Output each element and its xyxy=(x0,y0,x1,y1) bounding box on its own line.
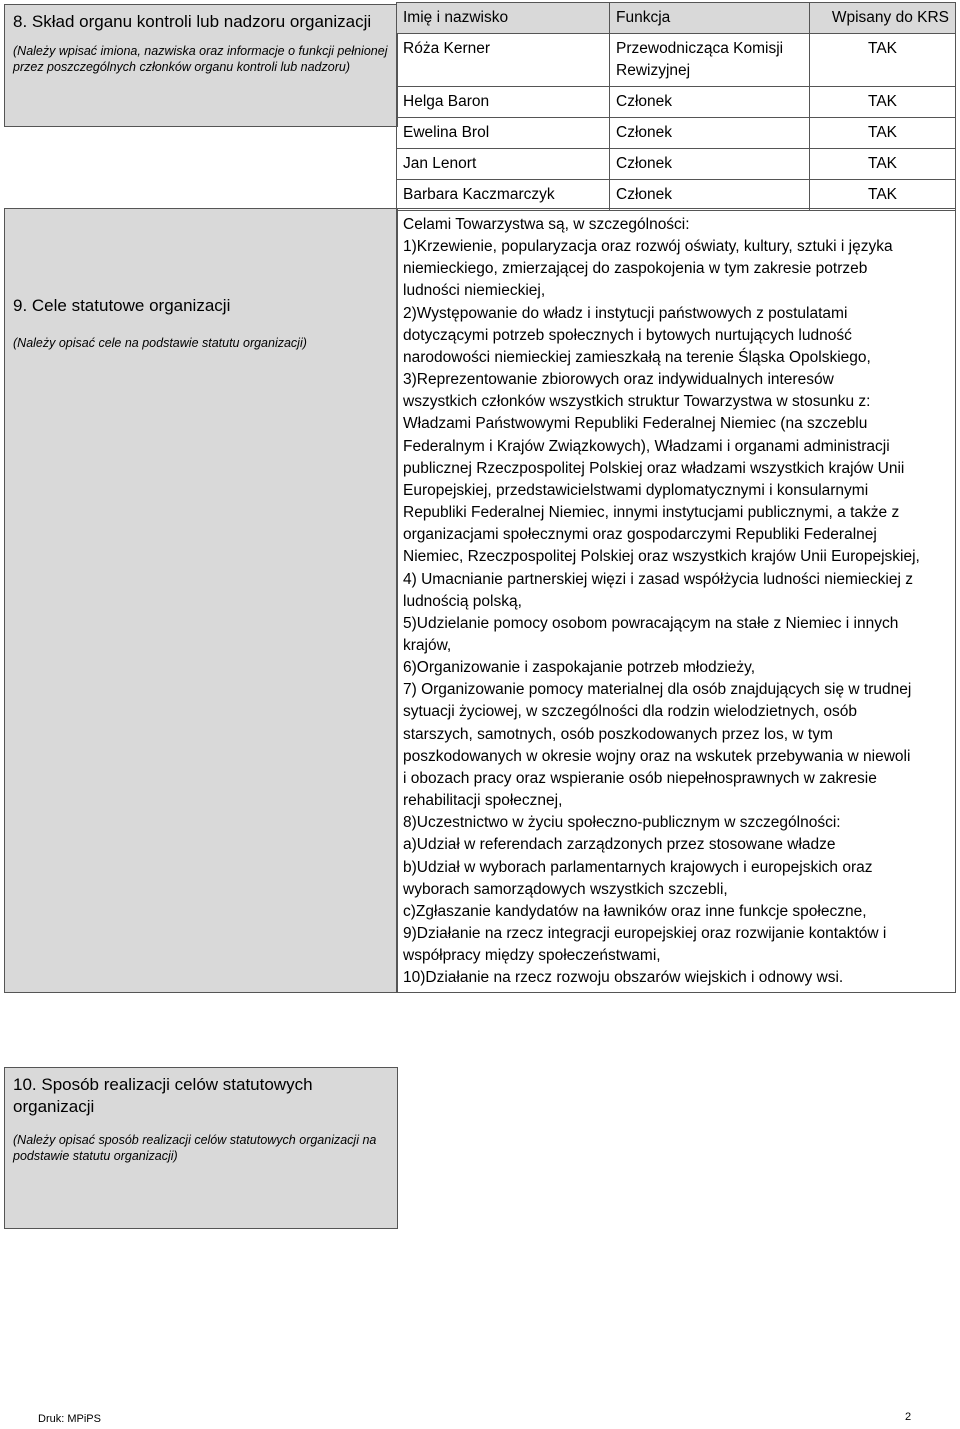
page-number: 2 xyxy=(905,1411,912,1423)
goal-text-line: rehabilitacji społecznej, xyxy=(403,792,563,810)
member-name[interactable]: Jan Lenort xyxy=(397,149,610,180)
goal-text-line: starszych, samotnych, osób poszkodowanych przez los, w tym xyxy=(403,725,833,743)
goal-text-line: dotyczącymi potrzeb społecznych i bytowych nurtujących ludność xyxy=(403,326,852,344)
member-function[interactable]: Przewodnicząca Komisji Rewizyjnej xyxy=(610,34,810,87)
goal-text-line: współpracy między społeczeństwami, xyxy=(403,947,661,965)
goal-text-line: Europejskiej, przedstawicielstwami dyplomatycznymi i konsularnymi xyxy=(403,481,869,499)
member-krs[interactable]: TAK xyxy=(810,180,956,211)
member-krs[interactable]: TAK xyxy=(810,87,956,118)
goal-text-line: 9)Działanie na rzecz integracji europejskiej oraz rozwijanie kontaktów i xyxy=(403,925,887,942)
member-function[interactable]: Członek xyxy=(610,180,810,211)
member-krs[interactable]: TAK xyxy=(810,34,956,87)
table-row xyxy=(397,180,956,211)
table-row xyxy=(397,118,956,149)
goal-text-line: ludnością polską, xyxy=(403,592,522,610)
goal-text-line: 7) Organizowanie pomocy materialnej dla osób znajdujących się w trudnej xyxy=(403,681,912,699)
member-name[interactable]: Barbara Kaczmarczyk xyxy=(397,180,610,211)
goal-text-line: 4) Umacnianie partnerskiej więzi i zasad współżycia ludności niemieckiej z xyxy=(403,570,913,588)
goal-text-line: Republiki Federalnej Niemiec, innymi instytucjami publicznymi, a także z xyxy=(403,504,900,522)
goal-text-line: i obozach pracy oraz wspieranie osób niepełnosprawnych w zakresie xyxy=(403,769,877,787)
member-krs[interactable]: TAK xyxy=(810,118,956,149)
goal-text-line: narodowości niemieckiej zamieszkałą na terenie Śląska Opolskiego, xyxy=(403,348,871,366)
goal-text-line: Niemiec, Rzeczpospolitej Polskiej oraz wszystkich krajów Unii Europejskiej, xyxy=(403,548,920,566)
goal-text-line: a)Udział w referendach zarządzonych przez stosowane władze xyxy=(403,836,836,854)
member-function[interactable]: Członek xyxy=(610,149,810,180)
members-table-header xyxy=(397,3,956,34)
header-krs: Wpisany do KRS xyxy=(810,3,956,34)
goal-text-line: 2)Występowanie do władz i instytucji państwowych z postulatami xyxy=(403,304,848,322)
section-9-label-box xyxy=(4,208,398,993)
table-row xyxy=(397,149,956,180)
goal-text-line: Celami Towarzystwa są, w szczególności: xyxy=(403,216,690,233)
table-row xyxy=(397,87,956,118)
member-name[interactable]: Ewelina Brol xyxy=(397,118,610,149)
section-8-hint: (Należy wpisać imiona, nazwiska oraz informacje o funkcji pełnionej przez poszczególnych członków organu kontroli lub nadzoru) xyxy=(13,44,388,74)
section-10-label-box xyxy=(4,1067,398,1229)
member-name[interactable]: Helga Baron xyxy=(397,87,610,118)
header-function: Funkcja xyxy=(610,3,810,34)
goal-text-line: 3)Reprezentowanie zbiorowych oraz indywidualnych interesów xyxy=(403,371,834,389)
members-table xyxy=(396,2,956,211)
header-name: Imię i nazwisko xyxy=(397,3,610,34)
goal-text-line: wyborach samorządowych wszystkich szczebli, xyxy=(403,880,728,898)
section-9-title: 9. Cele statutowe organizacji xyxy=(13,296,231,315)
section-10-hint: (Należy opisać sposób realizacji celów statutowych organizacji na podstawie statutu organizacji) xyxy=(13,1133,377,1163)
print-label: Druk: MPiPS xyxy=(38,1413,101,1425)
member-name[interactable]: Róża Kerner xyxy=(397,34,610,87)
goal-text-line: krajów, xyxy=(403,636,452,654)
goal-text-line: organizacjami społecznymi oraz gospodarczymi Republiki Federalnej xyxy=(403,526,877,544)
goal-text-line: 10)Działanie na rzecz rozwoju obszarów wiejskich i odnowy wsi. xyxy=(403,969,844,987)
goal-text-line: ludności niemieckiej, xyxy=(403,282,546,300)
goal-text-line: 5)Udzielanie pomocy osobom powracającym na stałe z Niemiec i innych xyxy=(403,614,899,632)
goal-text-line: Federalnym i Krajów Związkowych), Władzami i organami administracji xyxy=(403,437,890,455)
goal-text-line: c)Zgłaszanie kandydatów na ławników oraz inne funkcje społeczne, xyxy=(403,902,867,920)
section-8-label-box xyxy=(4,4,398,127)
table-row xyxy=(397,34,956,87)
goal-text-line: Władzami Państwowymi Republiki Federalnej Niemiec (na szczeblu xyxy=(403,415,868,433)
statutory-goals-text[interactable] xyxy=(396,208,956,993)
section-9-hint: (Należy opisać cele na podstawie statutu organizacji) xyxy=(13,336,307,350)
goal-text-line: sytuacji życiowej, w szczególności dla rodzin wielodzietnych, osób xyxy=(403,703,858,721)
section-8-title: 8. Skład organu kontroli lub nadzoru organizacji xyxy=(13,12,372,31)
goal-text-line: 6)Organizowanie i zaspokajanie potrzeb młodzieży, xyxy=(403,659,756,677)
goal-text-line: b)Udział w wyborach parlamentarnych krajowych i europejskich oraz xyxy=(403,858,873,876)
goal-text-line: 1)Krzewienie, popularyzacja oraz rozwój oświaty, kultury, sztuki i języka xyxy=(403,238,893,256)
section-10-title: 10. Sposób realizacji celów statutowych organizacji xyxy=(13,1075,313,1116)
member-krs[interactable]: TAK xyxy=(810,149,956,180)
goal-text-line: 8)Uczestnictwo w życiu społeczno-publicznym w szczególności: xyxy=(403,814,841,832)
goal-text-line: poszkodowanych w okresie wojny oraz na wskutek przebywania w niewoli xyxy=(403,747,911,765)
member-function[interactable]: Członek xyxy=(610,118,810,149)
goal-text-line: publicznej Rzeczpospolitej Polskiej oraz władzami wszystkich krajów Unii xyxy=(403,459,905,477)
member-function[interactable]: Członek xyxy=(610,87,810,118)
goal-text-line: niemieckiego, zmierzającej do zaspokojenia w tym zakresie potrzeb xyxy=(403,260,868,278)
goal-text-line: wszystkich członków wszystkich struktur Towarzystwa w stosunku z: xyxy=(403,393,871,411)
